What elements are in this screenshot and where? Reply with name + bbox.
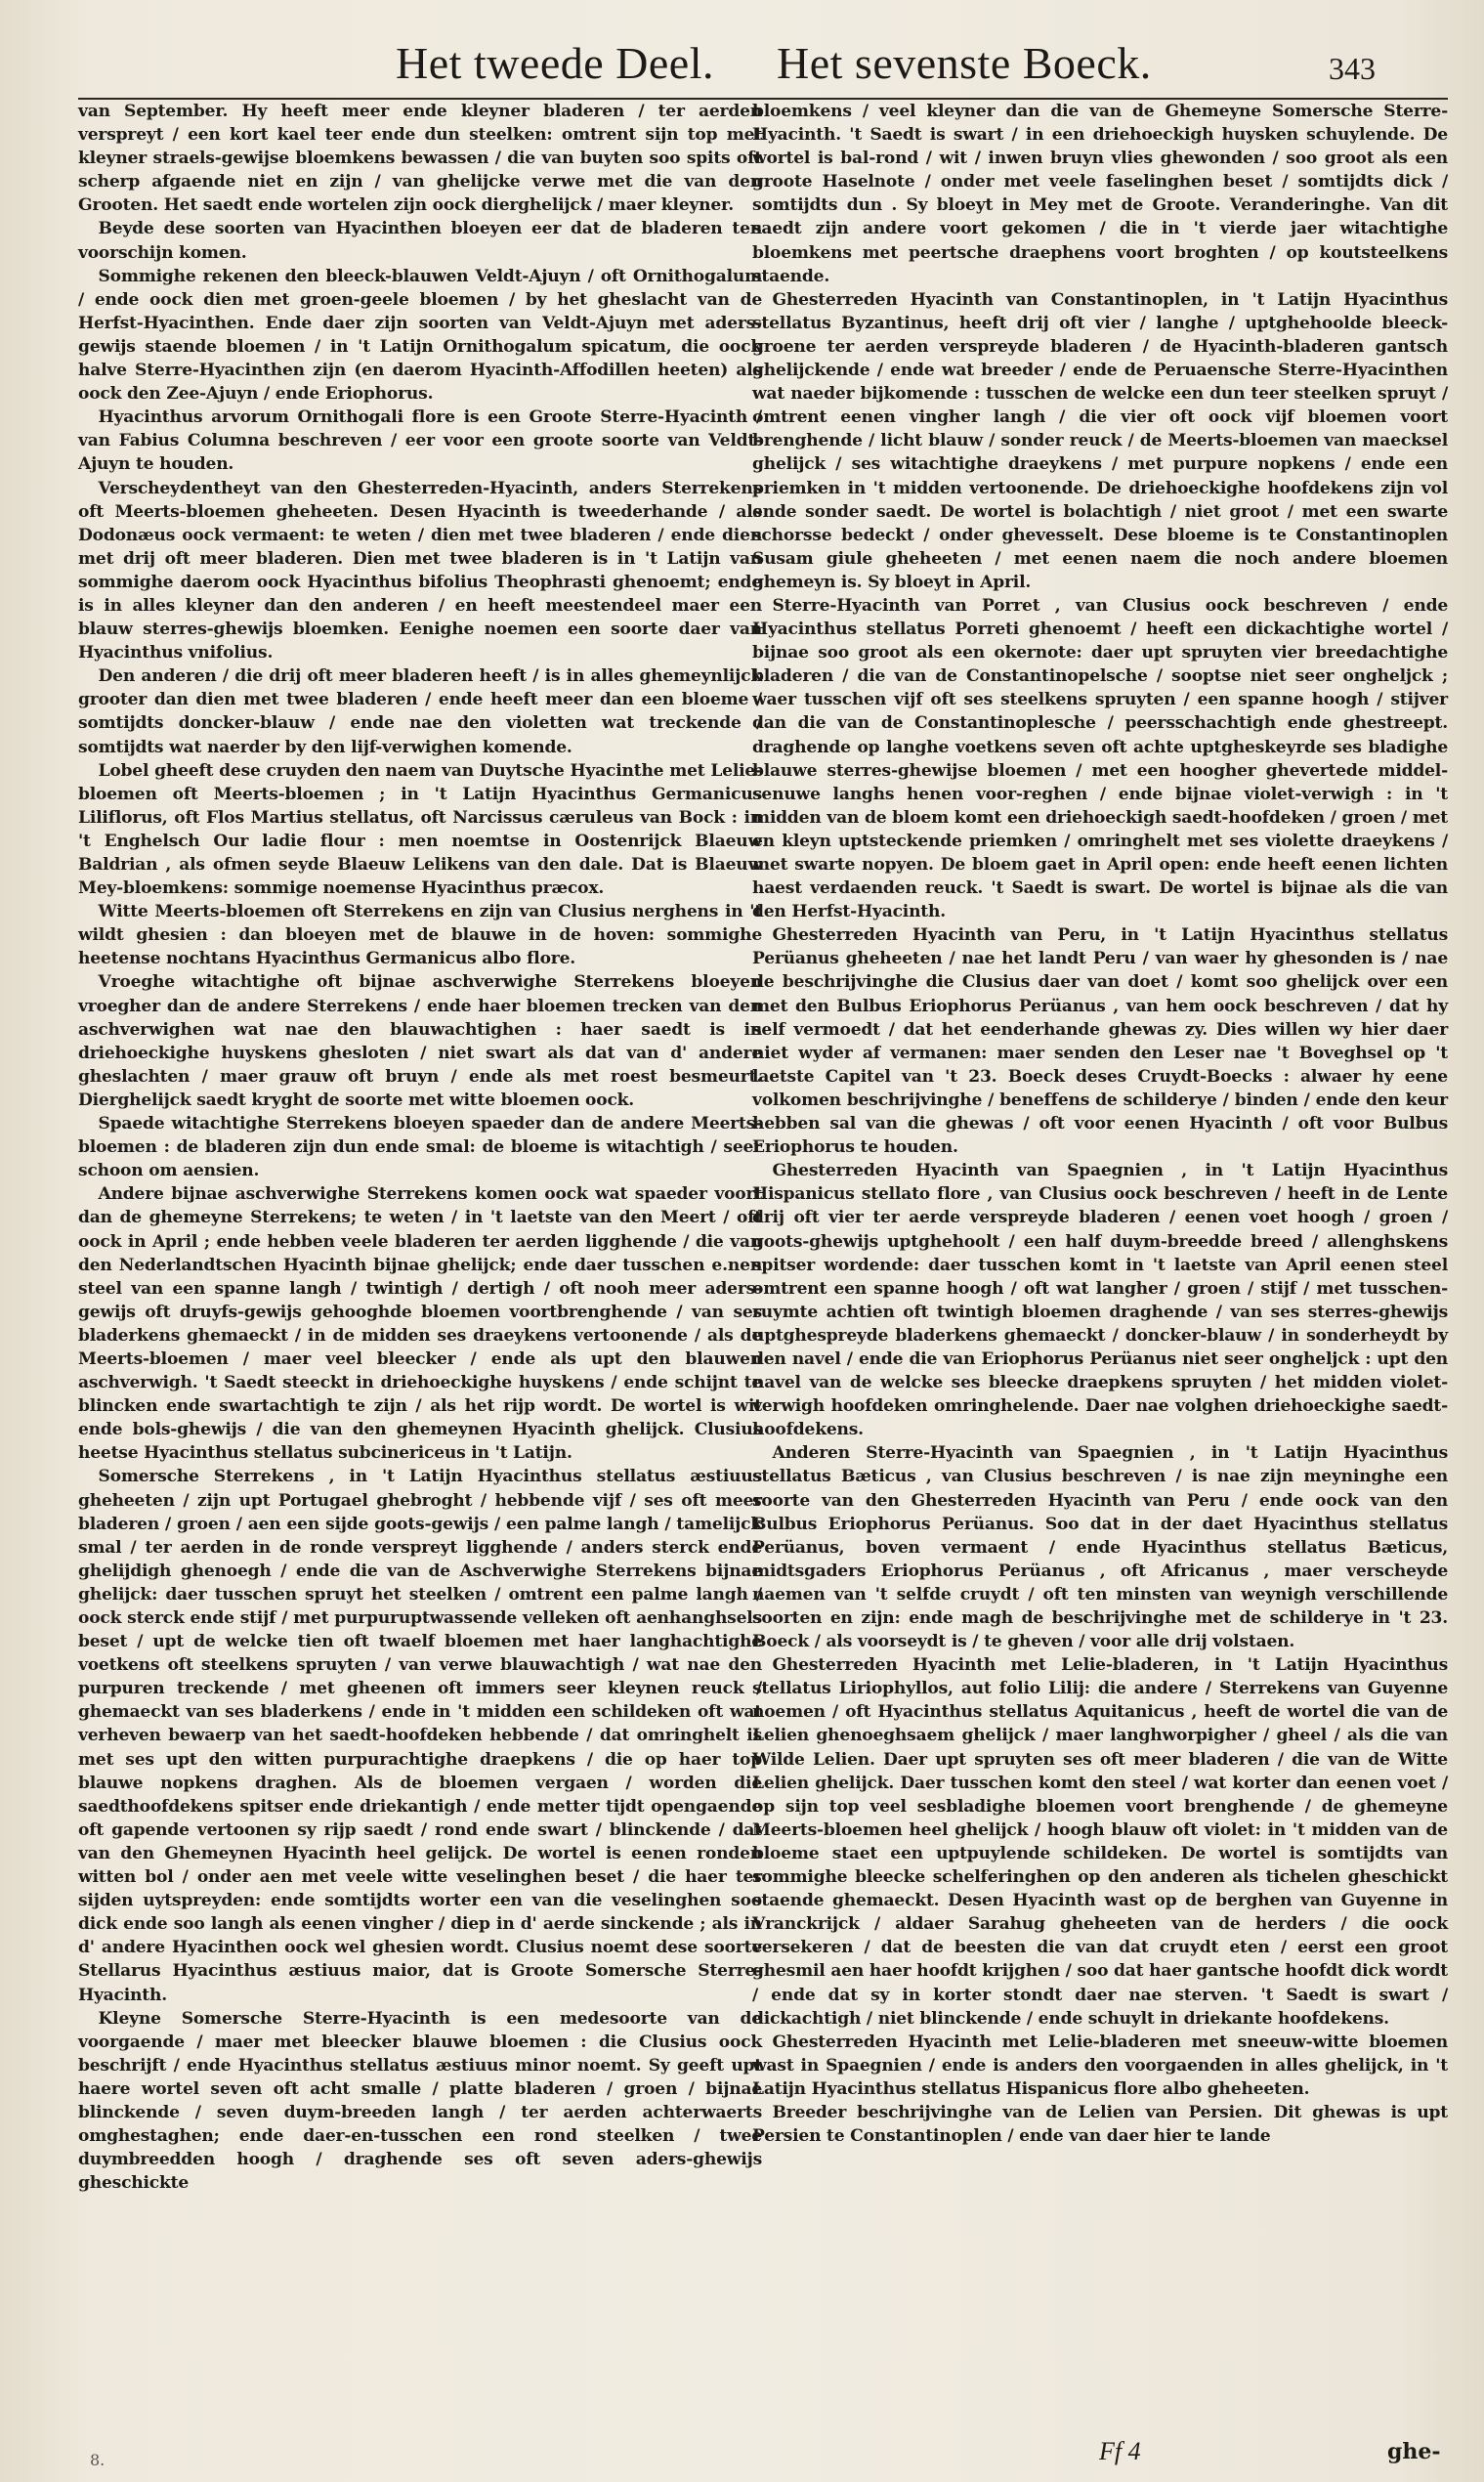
printer-mark: 8.	[90, 2451, 106, 2469]
signature-mark: Ff 4	[1099, 2437, 1141, 2465]
paragraph: Verscheydentheyt van den Ghesterreden-Hyacinth, anders Sterrekens oft Meerts-bloemen gheheeten. Desen Hyacinth is tweederhande / als Dodonæus oock vermaent: te weten / dien met twee bladeren / ende dien met drij oft meer bladeren. Dien met twee bladeren is in 't Latijn van sommighe daerom oock Hyacinthus bifolius Theophrasti ghenoemt; ende is in alles kleyner dan den anderen / en heeft meestendeel maer een blauw sterres-ghewijs bloemken. Eenighe noemen een soorte daer van Hyacinthus vnifolius.	[78, 478, 762, 663]
paragraph: Hyacinthus arvorum Ornithogali flore is een Groote Sterre-Hyacinth / van Fabius Columna beschreven / eer voor een groote soorte van Veldt-Ajuyn te houden.	[78, 407, 762, 475]
paragraph: Sterre-Hyacinth van Porret , van Clusius oock beschreven / ende Hyacinthus stellatus Porreti ghenoemt / heeft een dickachtighe wortel / bijnae soo groot als een okernote: daer upt spruyten vier breedachtighe bladeren / die van de Constantinopelsche / sooptse niet seer ongheljck ; waer tusschen vijf oft ses steelkens spruyten / een spanne hoogh / stijver dan die van de Constantinoplesche / peersschachtigh ende ghestreept. draghende op langhe voetkens seven oft achte uptgheskeyrde ses bladighe blauwe sterres-ghewijse bloemen / met een hoogher ghevertede middel-senuwe langhs henen voor-reghen / ende bijnae violet-verwigh : in 't midden van de bloem komt een driehoeckigh saedt-hoofdeken / groen / met en kleyn uptsteckende priemken / omringhelt met ses violette draeykens / met swarte nopyen. De bloem gaet in April open: ende heeft eenen lichten haest verdaenden reuck. 't Saedt is swart. De wortel is bijnae als die van den Herfst-Hyacinth.	[752, 595, 1448, 922]
paragraph: Ghesterreden Hyacinth met Lelie-bladeren, in 't Latijn Hyacinthus stellatus Liriophyllos, aut folio Lilij: die andere / Sterrekens van Guyenne noemen / oft Hyacinthus stellatus Aquitanicus , heeft de wortel die van de Lelien ghenoeghsaem ghelijck / maer langhworpigher / gheel / als die van Wilde Lelien. Daer upt spruyten ses oft meer bladeren / die van de Witte Lelien ghelijck. Daer tusschen komt den steel / wat korter dan eenen voet / op sijn top veel sesbladighe bloemen voort brenghende / de ghemeyne Meerts-bloemen heel ghelijck / hoogh blauw oft violet: in 't midden van de bloeme staet een uptpuylende schildeken. De wortel is somtijdts van sommighe bleecke schelferinghen op den anderen als tichelen gheschickt staende ghemaeckt. Desen Hyacinth wast op de berghen van Guyenne in Vranckrijck / aldaer Sarahug gheheeten van de herders / die oock versekeren / dat de beesten die van dat cruydt eten / eerst een groot ghesmil aen haer hoofdt krijghen / soo dat haer gantsche hoofdt dick wordt / ende dat sy in korter stondt daer nae sterven. 't Saedt is swart / dickachtigh / niet blinckende / ende schuylt in driekante hoofdekens.	[752, 1655, 1448, 2029]
paragraph: Somersche Sterrekens , in 't Latijn Hyacinthus stellatus æstiuus gheheeten / zijn upt Portugael ghebroght / hebbende vijf / ses oft meer bladeren / groen / aen een sijde goots-gewijs / een palme langh / tamelijck smal / ter aerden in de ronde verspreyt ligghende / anders sterck ende ghelijdigh ghenoegh / ende die van de Aschverwighe Sterrekens bijnae ghelijck: daer tusschen spruyt het steelken / omtrent een palme langh / oock sterck ende stijf / met purpuruptwassende velleken oft aenhanghsels beset / upt de welcke tien oft twaelf bloemen met haer langhachtighe voetkens oft steelkens spruyten / van verwe blauwachtigh / wat nae den purpuren treckende / met gheenen oft immers seer kleynen reuck / ghemaeckt van ses bladerkens / ende in 't midden een schildeken oft wat verheven bewaerp van het saedt-hoofdeken hebbende / dat omringhelt is met ses upt den witten purpurachtighe draepkens / die op haer top blauwe nopkens draghen. Als de bloemen vergaen / worden die saedthoofdekens spitser ende driekantigh / ende metter tijdt opengaende oft gapende vertoonen sy rijp saedt / rond ende swart / blinckende / dat van den Ghemeynen Hyacinth heel gelijck. De wortel is eenen ronden witten bol / onder aen met veele witte veselinghen beset / die haer ter sijden uytspreyden: ende somtijdts worter een van die veselinghen soo dick ende soo langh als eenen vingher / diep in d' aerde sinckende ; als in d' andere Hyacinthen oock wel ghesien wordt. Clusius noemt dese soorte Stellarus Hyacinthus æstiuus maior, dat is Groote Somersche Sterre-Hyacinth.	[78, 1467, 762, 2005]
paragraph: Ghesterreden Hyacinth van Spaegnien , in 't Latijn Hyacinthus Hispanicus stellato flore , van Clusius oock beschreven / heeft in de Lente drij oft vier ter aerde verspreyde bladeren / eenen voet hoogh / groen / goots-ghewijs uptghehoolt / een half duym-breedde breed / allenghskens spitser wordende: daer tusschen komt in 't laetste van April eenen steel omtrent een spanne hoogh / oft wat langher / groen / stijf / met tusschen-ruymte achtien oft twintigh bloemen draghende / van ses sterres-ghewijs uptghespreyde bladerkens ghemaeckt / doncker-blauw / in sonderheydt by den navel / ende die van Eriophorus Perüanus niet seer ongheljck : upt den navel van de welcke ses bleecke draepkens spruyten / het midden violet-verwigh hoofdeken omringhelende. Daer nae volghen driehoeckighe saedt-hoofdekens.	[752, 1161, 1448, 1440]
paragraph: Ghesterreden Hyacinth met Lelie-bladeren met sneeuw-witte bloemen wast in Spaegnien / ende is anders den voorgaenden in alles ghelijck, in 't Latijn Hyacinthus stellatus Hispanicus flore albo gheheeten.	[752, 2032, 1448, 2099]
right-column	[752, 100, 1448, 2148]
paragraph: Ghesterreden Hyacinth van Peru, in 't Latijn Hyacinthus stellatus Perüanus gheheeten / nae het landt Peru / van waer hy ghesonden is / nae de beschrijvinghe die Clusius daer van doet / komt soo ghelijck over een met den Bulbus Eriophorus Perüanus , van hem oock beschreven / dat hy self vermoedt / dat het eenderhande ghewas zy. Dies willen wy hier daer niet wyder af vermanen: maer senden den Leser nae 't Boveghsel op 't laetste Capitel van 't 23. Boeck deses Cruydt-Boecks : alwaer hy eene volkomen beschrijvinghe / beneffens de schilderye / binden / ende den keur hebben sal van die ghewas / oft voor eenen Hyacinth / oft voor Bulbus Eriophorus te houden.	[752, 925, 1448, 1158]
paragraph: Sommighe rekenen den bleeck-blauwen Veldt-Ajuyn / oft Ornithogalum / ende oock dien met groen-geele bloemen / by het gheslacht van de Herfst-Hyacinthen. Ende daer zijn soorten van Veldt-Ajuyn met aders-gewijs staende bloemen / in 't Latijn Ornithogalum spicatum, die oock halve Sterre-Hyacinthen zijn (en daerom Hyacinth-Affodillen heeten) als oock den Zee-Ajuyn / ende Eriophorus.	[78, 266, 762, 405]
paragraph: Lobel gheeft dese cruyden den naem van Duytsche Hyacinthe met Lelie-bloemen oft Meerts-bloemen ; in 't Latijn Hyacinthus Germanicus Liliflorus, oft Flos Martius stellatus, oft Narcissus cæruleus van Bock : in 't Enghelsch Our ladie flour : men noemtse in Oostenrijck Blaeuw Baldrian , als ofmen seyde Blaeuw Lelikens van den dale. Dat is Blaeuw Mey-bloemkens: sommige noemense Hyacinthus præcox.	[78, 760, 762, 899]
catchword: ghe-	[1387, 2439, 1441, 2464]
running-header	[78, 37, 1484, 106]
paragraph: bloemkens / veel kleyner dan die van de Ghemeyne Somersche Sterre-Hyacinth. 't Saedt is swart / in een driehoeckigh huysken schuylende. De wortel is bal-rond / wit / inwen bruyn vlies ghewonden / soo groot als een groote Haselnote / onder met veele faselinghen beset / somtijdts dick / somtijdts dun . Sy bloeyt in Mey met de Groote. Veranderinghe. Van dit saedt zijn andere voort gekomen / die in 't vierde jaer witachtighe bloemkens met peertsche draephens voort broghten / op koutsteelkens staende.	[752, 102, 1448, 286]
part-title: Het tweede Deel.	[396, 38, 715, 88]
book-title: Het sevenste Boeck.	[777, 38, 1152, 88]
paragraph: Vroeghe witachtighe oft bijnae aschverwighe Sterrekens bloeyen vroegher dan de andere Sterrekens / ende haer bloemen trecken van den aschverwighen wat nae den blauwachtighen : haer saedt is in driehoeckighe huyskens ghesloten / niet swart als dat van d' andere gheslachten / maer grauw oft bruyn / ende als met roest besmeurt. Dierghelijck saedt kryght de soorte met witte bloemen oock.	[78, 972, 762, 1110]
paragraph: Breeder beschrijvinghe van de Lelien van Persien. Dit ghewas is upt Persien te Constantinoplen / ende van daer hier te lande	[752, 2102, 1448, 2147]
paragraph: Andere bijnae aschverwighe Sterrekens komen oock wat spaeder voort dan de ghemeyne Sterrekens; te weten / in 't laetste van den Meert / oft oock in April ; ende hebben veele bladeren ter aerden ligghende / die van den Nederlandtschen Hyacinth bijnae ghelijck; ende daer tusschen e.nen steel van een spanne langh / twintigh / dertigh / oft nooh meer aders-gewijs oft druyfs-gewijs gehooghde bloemen voortbrenghende / van ses bladerkens ghemaeckt / in de midden ses draeykens vertoonende / als de Meerts-bloemen / maer veel bleecker / ende als upt den blauwen aschverwigh. 't Saedt steeckt in driehoeckighe huyskens / ende schijnt te blincken ende swartachtigh te zijn / als het rijp wordt. De wortel is wit ende bols-ghewijs / die van den ghemeynen Hyacinth ghelijck. Clusius heetse Hyacinthus stellatus subcinericeus in 't Latijn.	[78, 1184, 762, 1464]
paragraph: Witte Meerts-bloemen oft Sterrekens en zijn van Clusius nerghens in 't wildt ghesien : dan bloeyen met de blauwe in de hoven: sommighe heetense nochtans Hyacinthus Germanicus albo flore.	[78, 902, 762, 969]
paragraph: van September. Hy heeft meer ende kleyner bladeren / ter aerden verspreyt / een kort kael teer ende dun steelken: omtrent sijn top met kleyner straels-gewijse bloemkens bewassen / die van buyten soo spits oft scherp afgaende niet en zijn / van ghelijcke verwe met die van den Grooten. Het saedt ende wortelen zijn oock dierghelijck / maer kleyner.	[78, 102, 762, 216]
left-column	[78, 100, 762, 2195]
page-number: 343	[1329, 51, 1376, 86]
paragraph: Kleyne Somersche Sterre-Hyacinth is een medesoorte van de voorgaende / maer met bleecker blauwe bloemen : die Clusius oock beschrijft / ende Hyacinthus stellatus æstiuus minor noemt. Sy geeft upt haere wortel seven oft acht smalle / platte bladeren / groen / bijnae blinckende / seven duym-breeden langh / ter aerden achterwaerts omghestaghen; ende daer-en-tusschen een rond steelken / twee duymbreedden hoogh / draghende ses oft seven aders-ghewijs gheschickte	[78, 2008, 762, 2194]
paragraph: Spaede witachtighe Sterrekens bloeyen spaeder dan de andere Meerts-bloemen : de bladeren zijn dun ende smal: de bloeme is witachtigh / seer schoon om aensien.	[78, 1114, 762, 1181]
paragraph: Den anderen / die drij oft meer bladeren heeft / is in alles ghemeynlijck grooter dan dien met twee bladeren / ende heeft meer dan een bloeme / somtijdts doncker-blauw / ende nae den violetten wat treckende / somtijdts wat naerder by den lijf-verwighen komende.	[78, 666, 762, 757]
paragraph: Ghesterreden Hyacinth van Constantinoplen, in 't Latijn Hyacinthus stellatus Byzantinus, heeft drij oft vier / langhe / uptghehoolde bleeck-groene ter aerden verspreyde bladeren / de Hyacinth-bladeren gantsch ghelijckende / ende wat breeder / ende de Peruaensche Sterre-Hyacinthen wat naeder bijkomende : tusschen de welcke een dun teer steelken spruyt / omtrent eenen vingher langh / die vier oft oock vijf bloemen voort brenghende / licht blauw / sonder reuck / de Meerts-bloemen van maecksel ghelijck / ses witachtighe draeykens / met purpure nopkens / ende een priemken in 't midden vertoonende. De driehoeckighe hoofdekens zijn vol ende sonder saedt. De wortel is bolachtigh / niet groot / met een swarte schorsse bedeckt / onder ghevesselt. Dese bloeme is te Constantinoplen Susam giule gheheeten / met eenen naem die noch andere bloemen ghemeyn is. Sy bloeyt in April.	[752, 289, 1448, 592]
paragraph: Anderen Sterre-Hyacinth van Spaegnien , in 't Latijn Hyacinthus stellatus Bæticus , van Clusius beschreven / is nae zijn meyninghe een soorte van den Ghesterreden Hyacinth van Peru / ende oock van den Bulbus Eriophorus Perüanus. Soo dat in der daet Hyacinthus stellatus Perüanus, boven vermaent / ende Hyacinthus stellatus Bæticus, midtsgaders Eriophorus Perüanus , oft Africanus , maer verscheyde naemen van 't selfde cruydt / oft ten minsten van weynigh verschillende soorten en zijn: ende magh de beschrijvinghe met de schilderye in 't 23. Boeck / als voorseydt is / te gheven / voor alle drij volstaen.	[752, 1443, 1448, 1652]
paragraph: Beyde dese soorten van Hyacinthen bloeyen eer dat de bladeren ten voorschijn komen.	[78, 219, 762, 263]
